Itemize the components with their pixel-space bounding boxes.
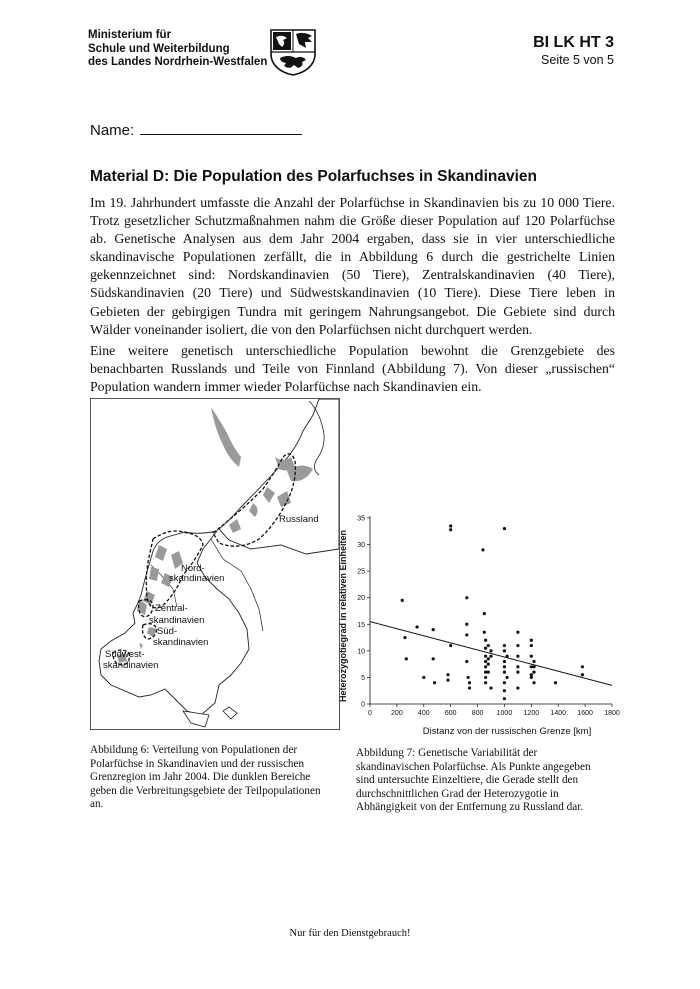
data-point: [532, 681, 535, 684]
data-point: [446, 673, 449, 676]
data-point: [516, 671, 519, 674]
y-tick-label: 0: [361, 701, 365, 709]
data-point: [554, 681, 557, 684]
data-point: [489, 655, 492, 658]
data-point: [468, 681, 471, 684]
data-point: [516, 665, 519, 668]
y-tick-label: 30: [357, 542, 365, 550]
figure-7-caption: Abbildung 7: Genetische Variabilität der skandinavischen Polarfüchse. Als Punkte angegeben sind untersuchte Einzeltiere, die Gerade stellt den durchschnittlichen Grad der Heterozygotie in Abhängigkeit von der Entfernung zu Russland dar.: [356, 747, 591, 814]
name-label: Name:: [90, 122, 135, 139]
y-tick-label: 15: [357, 621, 365, 629]
data-point: [432, 628, 435, 631]
data-point: [484, 647, 487, 650]
data-point: [422, 676, 425, 679]
data-point: [503, 681, 506, 684]
data-point: [487, 657, 490, 660]
data-point: [487, 671, 490, 674]
data-point: [403, 636, 406, 639]
x-tick-label: 200: [391, 710, 403, 717]
x-tick-label: 0: [368, 710, 372, 717]
ministry-line-2: Schule und Weiterbildung: [88, 42, 230, 55]
x-tick-label: 1400: [550, 710, 567, 717]
data-point: [532, 671, 535, 674]
data-point: [516, 655, 519, 658]
data-point: [405, 657, 408, 660]
x-tick-label: 600: [444, 710, 457, 717]
data-point: [449, 528, 452, 531]
data-point: [449, 524, 452, 527]
scandinavia-map: [91, 399, 339, 729]
data-point: [415, 625, 418, 628]
data-point: [503, 527, 506, 530]
y-tick-label: 5: [361, 674, 365, 682]
data-point: [581, 673, 584, 676]
data-point: [503, 671, 506, 674]
data-point: [484, 665, 487, 668]
data-point: [481, 548, 484, 551]
data-point: [530, 644, 533, 647]
ministry-name: [88, 29, 278, 70]
material-heading: Material D: Die Population des Polarfuchses in Skandinavien: [90, 168, 538, 185]
y-tick-label: 25: [357, 568, 365, 576]
data-point: [468, 686, 471, 689]
y-axis-label: Heterozygotiegrad in relativen Einheiten: [338, 529, 348, 703]
data-point: [581, 665, 584, 668]
label-suedwest-2: skandinavien: [103, 660, 159, 671]
data-point: [484, 676, 487, 679]
data-point: [532, 665, 535, 668]
trend-line: [370, 622, 612, 686]
data-point: [465, 660, 468, 663]
material-paragraph-2: Eine weitere genetisch unterschiedliche Population bewohnt die Grenzgebiete des benachbarten Russlands und Teile von Finnland (Abbildung 7). Von dieser „russischen“ Population wandern immer wieder Polarfüchse nach Skandinavien ein.: [90, 343, 615, 395]
data-point: [503, 649, 506, 652]
y-tick-label: 35: [357, 515, 365, 523]
name-field[interactable]: [90, 120, 302, 139]
data-point: [487, 644, 490, 647]
data-point: [489, 686, 492, 689]
data-point: [484, 655, 487, 658]
label-sued-2: skandinavien: [153, 637, 209, 648]
label-nord-2: skandinavien: [169, 573, 225, 584]
data-point: [503, 644, 506, 647]
x-tick-label: 800: [471, 710, 484, 717]
data-point: [487, 663, 490, 666]
data-point: [465, 633, 468, 636]
data-point: [484, 639, 487, 642]
data-point: [483, 612, 486, 615]
data-point: [530, 655, 533, 658]
y-tick-label: 20: [357, 595, 365, 603]
page-number: Seite 5 von 5: [541, 53, 614, 67]
x-tick-label: 1200: [523, 710, 540, 717]
label-nord-1: Nord-: [181, 563, 205, 574]
x-axis-label: Distanz von der russischen Grenze [km]: [422, 726, 592, 737]
data-point: [516, 631, 519, 634]
footer-note: Nur für den Dienstgebrauch!: [289, 928, 411, 939]
label-zentral-1: Zentral-: [155, 603, 188, 614]
ministry-line-3: des Landes Nordrhein-Westfalen: [88, 56, 268, 68]
data-point: [446, 678, 449, 681]
data-point: [503, 689, 506, 692]
data-point: [484, 681, 487, 684]
data-point: [503, 697, 506, 700]
data-point: [465, 596, 468, 599]
data-point: [465, 623, 468, 626]
data-point: [433, 681, 436, 684]
data-point: [530, 639, 533, 642]
data-point: [483, 631, 486, 634]
label-sued-1: Süd-: [157, 626, 178, 637]
chart-points: [401, 524, 584, 700]
data-point: [516, 644, 519, 647]
data-point: [503, 665, 506, 668]
figure-6-caption: Abbildung 6: Verteilung von Populationen der Polarfüchse in Skandinavien und der russischen Grenzregion im Jahr 2004. Die dunklen Bereiche geben die Verbreitungsgebiete der Teilpopulationen an.: [90, 744, 321, 811]
label-russland: Russland: [279, 514, 319, 525]
figure-7-scatter-chart: [336, 508, 632, 742]
label-suedwest-1: Südwest-: [105, 649, 145, 660]
x-tick-label: 1600: [577, 710, 593, 717]
data-point: [516, 686, 519, 689]
data-point: [503, 660, 506, 663]
data-point: [432, 657, 435, 660]
figure-6-map: [90, 398, 340, 730]
nrw-coat-of-arms-icon: [268, 28, 318, 76]
ministry-line-1: Ministerium für: [88, 29, 172, 41]
x-tick-label: 1800: [604, 710, 620, 717]
x-tick-label: 1000: [496, 710, 513, 717]
document-code: BI LK HT 3: [533, 34, 614, 51]
data-point: [489, 649, 492, 652]
name-blank-line[interactable]: [140, 120, 302, 135]
data-point: [449, 644, 452, 647]
data-point: [530, 676, 533, 679]
data-point: [467, 676, 470, 679]
data-point: [401, 599, 404, 602]
material-paragraph-1: Im 19. Jahrhundert umfasste die Anzahl der Polarfüchse in Skandinavien bis zu 10 000 Tiere. Trotz gesetzlicher Schutzmaßnahmen nahm die Größe dieser Population auf 120 Polarfüchse ab. Genetische Analysen aus dem Jahr 2004 ergaben, dass sie in vier unterschiedliche skandinavische Populationen zerfällt, die in Abbildung 6 durch die gestrichelte Linien gekennzeichnet sind: Nordskandinavien (50 Tiere), Zentralskandinavien (40 Tiere), Südskandinavien (20 Tiere) und Südwestskandinavien (10 Tiere). Diese Tiere leben in Gebieten der gebirgigen Tundra mit geringem Nahrungsangebot. Die Gebiete sind durch Wälder voneinander isoliert, die von den Polarfüchsen nicht durchquert werden.: [90, 195, 615, 337]
data-point: [532, 660, 535, 663]
x-tick-label: 400: [417, 710, 430, 717]
chart-axes: [357, 516, 620, 718]
label-zentral-2: skandinavien: [149, 615, 205, 626]
y-tick-label: 10: [357, 648, 365, 656]
data-point: [484, 660, 487, 663]
data-point: [506, 676, 509, 679]
